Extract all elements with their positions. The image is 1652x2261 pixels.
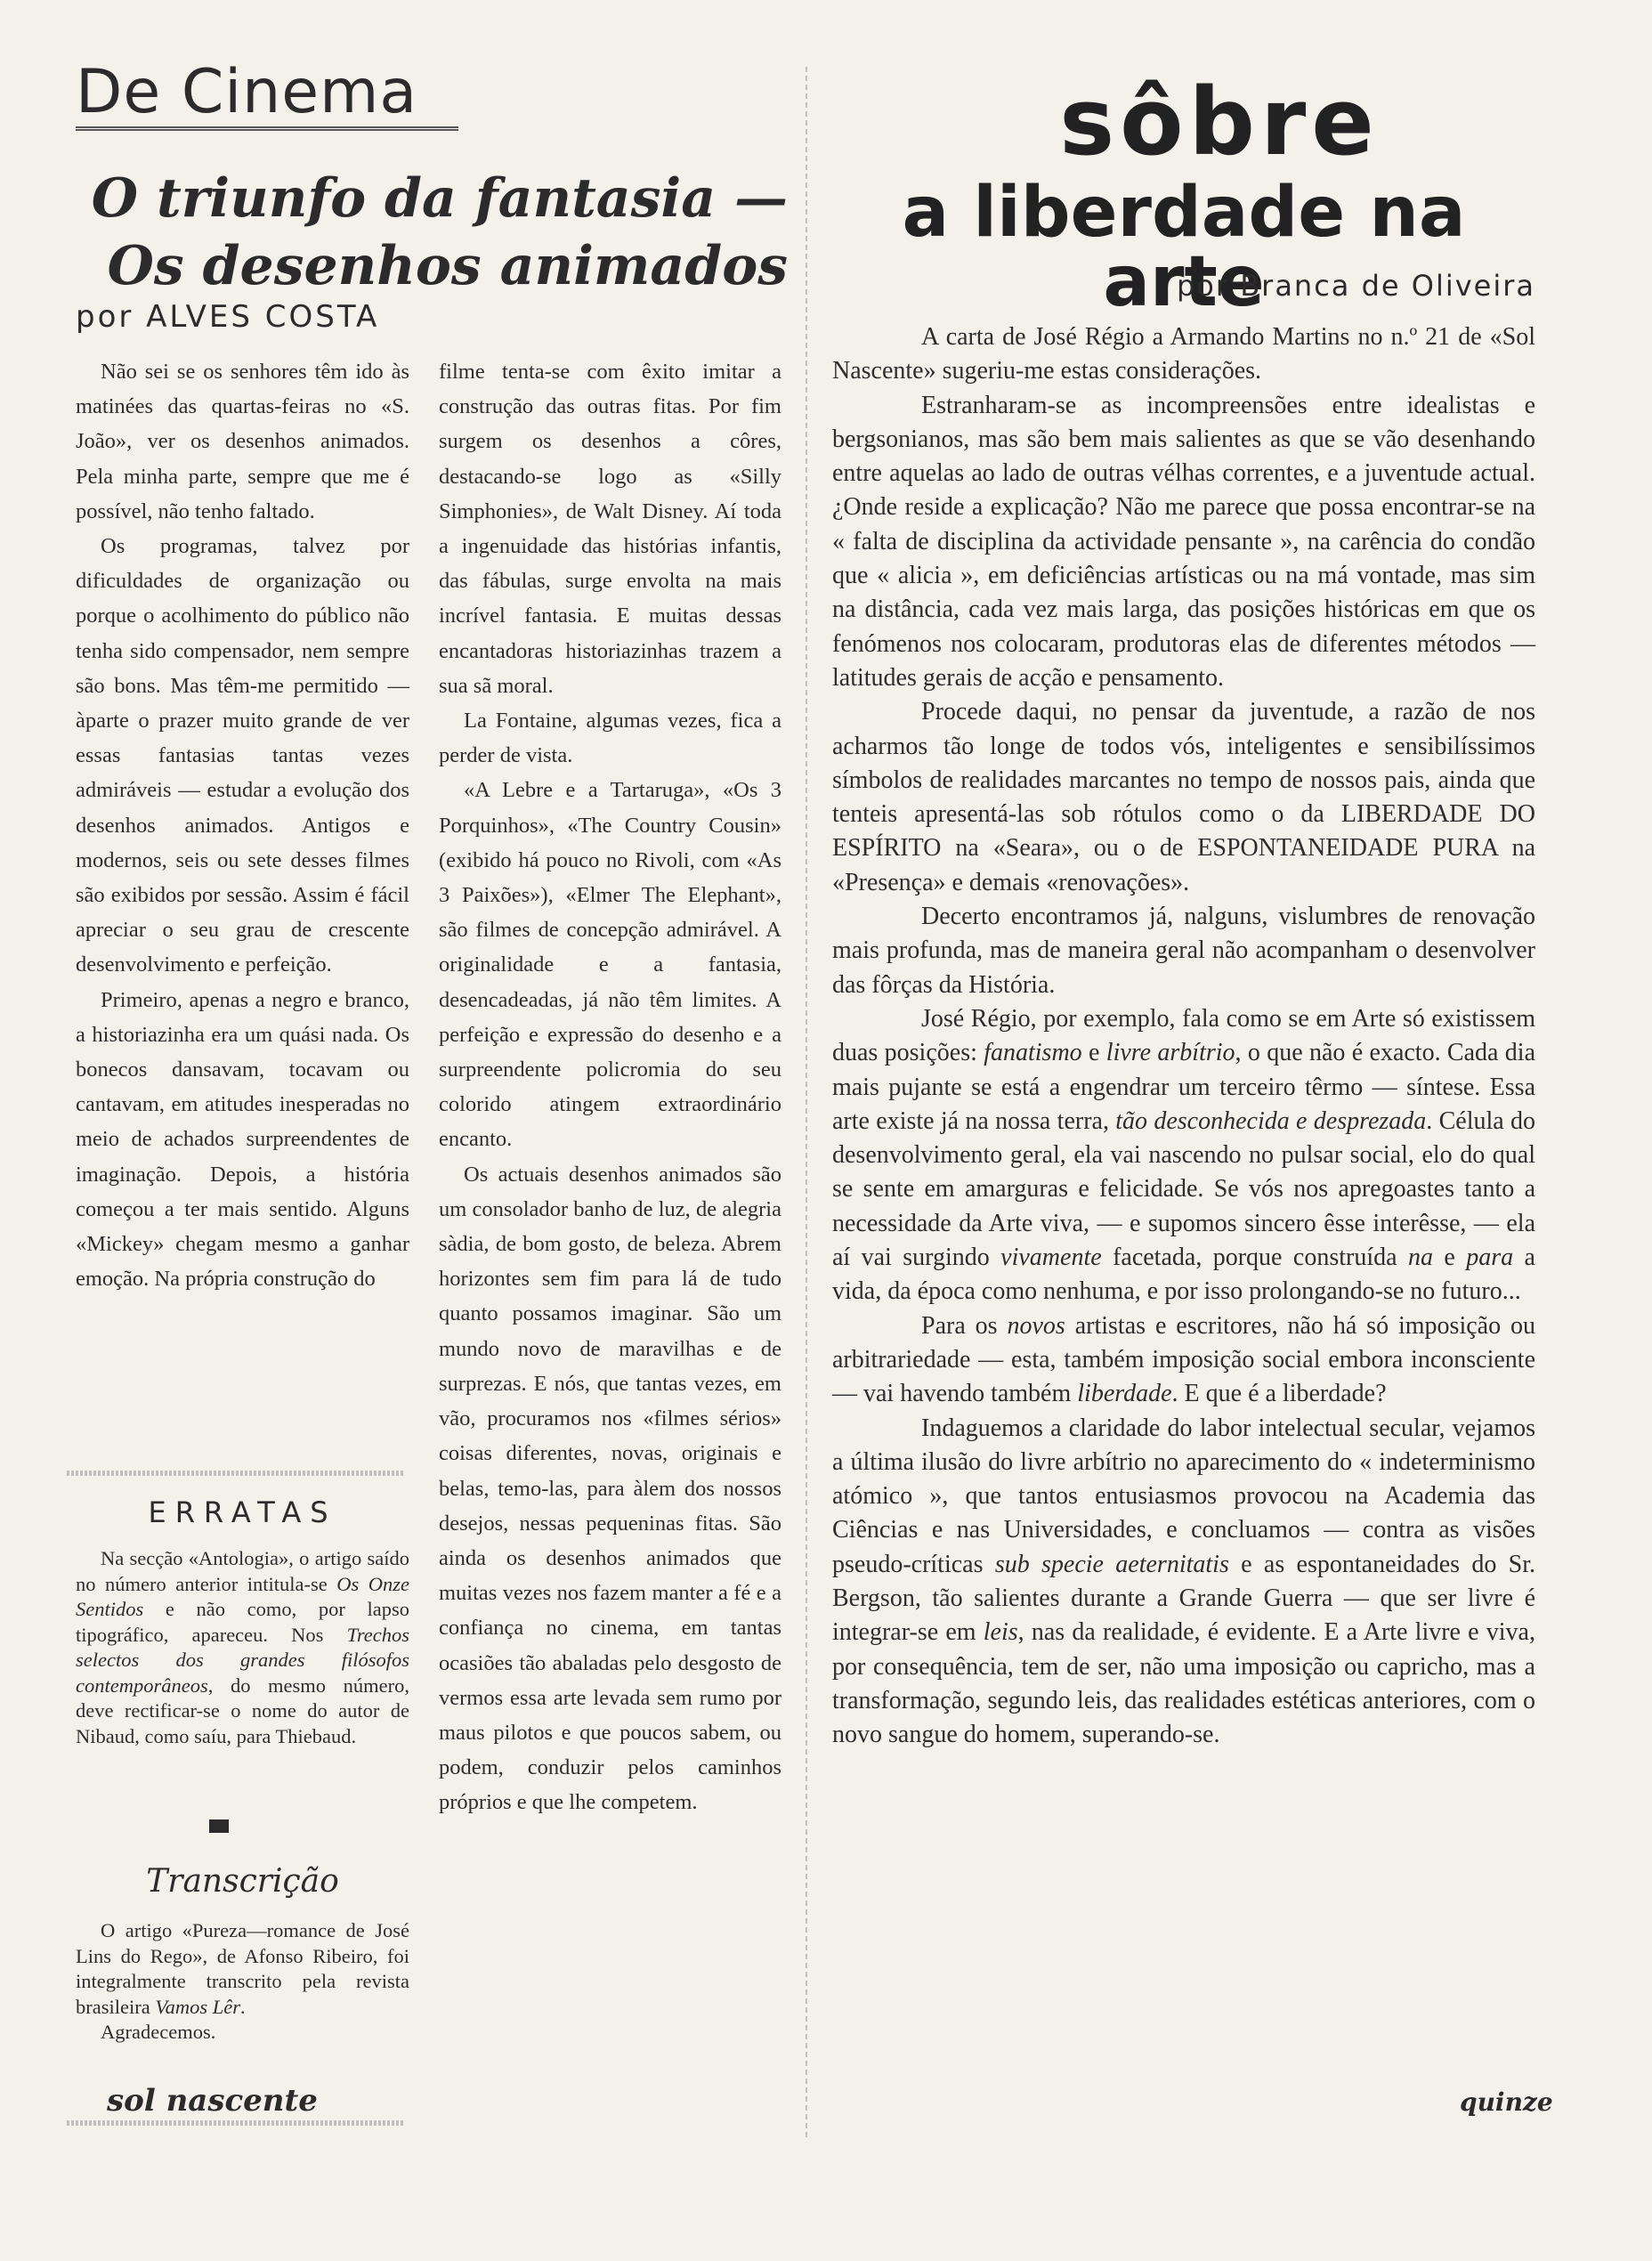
article-byline: por ALVES COSTA — [76, 299, 380, 335]
paragraph: Os actuais desenhos animados são um consolador banho de luz, de alegria sàdia, de bom gosto, de beleza. Abrem horizontes sem fim para lá de tudo quanto possamos imaginar. São um mundo novo de maravilhas e de surprezas. E nós, que tantas vezes, em vão, procuramos nos «filmes sérios» coisas diferentes, novas, originais e belas, temo-las, para àlem dos nossos desejos, nessas pequeninas fitas. São ainda os desenhos animados que muitas vezes nos fazem manter a fé e a confiança no cinema, em tantas ocasiões tão abaladas pelo desgosto de vermos essa arte levada sem rumo por maus pilotos e que poucos sabem, ou podem, conduzir pelos caminhos próprios e que lhe competem. — [439, 1162, 781, 1815]
transcricao-box — [76, 1918, 409, 2046]
transcricao-text: O artigo «Pureza—romance de José Lins do Rego», de Afonso Ribeiro, foi integralmente transcrito pela revista brasileira Vamos Lêr. — [76, 1919, 409, 2018]
right-article-body — [832, 320, 1535, 1752]
footer-rule — [67, 2120, 405, 2126]
errata-box — [76, 1546, 409, 1749]
paragraph: A carta de José Régio a Armando Martins no n.º 21 de «Sol Nascente» sugeriu-me estas considerações. — [832, 323, 1535, 385]
right-headline-line-2: a liberdade na arte — [902, 173, 1466, 322]
headline-line-2: Os desenhos animados — [107, 235, 788, 297]
errata-text: Na secção «Antologia», o artigo saído no número anterior intitula-se Os Onze Sentidos e não como, por lapso tipográfico, apareceu. Nos Trechos selectos dos grandes filósofos contemporâneos, do mesmo número, deve rectificar-se o nome do autor de Nibaud, como saíu, para Thiebaud. — [76, 1547, 409, 1747]
separator-block — [209, 1819, 229, 1833]
paragraph: Primeiro, apenas a negro e branco, a historiazinha era um quási nada. Os bonecos dansavam, tocavam ou cantavam, em atitudes inesperadas no meio de achados surpreendentes de imaginação. Depois, a história começou a ter mais sentido. Alguns «Mickey» chegam mesmo a ganhar emoção. Na própria construção do — [76, 987, 409, 1292]
page-number: quinze — [1460, 2087, 1553, 2117]
paragraph: La Fontaine, algumas vezes, fica a perder de vista. — [439, 709, 781, 768]
paragraph: Procede daqui, no pensar da juventude, a razão de nos acharmos tão longe de todos vós, inteligentes e sensibilíssimos símbolos de realidades marcantes no tempo de nossos pais, ainda que tenteis apresentá-las sob rótulos como o da LIBERDADE DO ESPÍRITO na «Seara», ou o de ESPONTANEIDADE PURA na «Presença» e demais «renovações». — [832, 698, 1535, 896]
paragraph: «A Lebre e a Tartaruga», «Os 3 Porquinhos», «The Country Cousin» (exibido há pouco no Rivoli, com «As 3 Paixões»), «Elmer The Elephant», são filmes de concepção admirável. A originalidade e a fantasia, desencadeadas, já não têm limites. A perfeição e expressão do desenho e a surpreendente policromia do seu colorido atingem extraordinário encanto. — [439, 778, 781, 1152]
publication-name: sol nascente — [107, 2083, 318, 2119]
right-headline-line-1: sôbre — [1059, 68, 1380, 176]
paragraph: Indaguemos a claridade do labor intelectual secular, vejamos a última ilusão do livre arbítrio no aparecimento do « indeterminismo atómico », que tantos entusiasmos provocou na Academia das Ciências e nas Universidades, e concluamos — contra as visões pseudo-críticas sub specie aeternitatis e as espontaneidades do Sr. Bergson, tão salientes durante a Grande Guerra — que ser livre é integrar-se em leis, nas da realidade, é evidente. E a Arte livre e viva, por consequência, tem de ser, não uma imposição ou capricho, mas a transformação, segundo leis, das realidades estéticas anteriores, com o novo sangue do homem, superando-se. — [832, 1414, 1535, 1749]
transcricao-thanks: Agradecemos. — [101, 2021, 216, 2043]
paragraph: Para os novos artistas e escritores, não há só imposição ou arbitrariedade — esta, também imposição social embora inconsciente — vai havendo também liberdade. E que é a liberdade? — [832, 1311, 1535, 1408]
headline-line-1: O triunfo da fantasia — — [91, 167, 788, 230]
errata-title: ERRATAS — [148, 1495, 337, 1529]
article-headline — [76, 165, 788, 300]
paragraph: Não sei se os senhores têm ido às matinées das quartas-feiras no «S. João», ver os desenhos animados. Pela minha parte, sempre que me é possível, não tenho faltado. — [76, 360, 409, 523]
paragraph: Os programas, talvez por dificuldades de organização ou porque o acolhimento do público não tenha sido compensador, nem sempre são bons. Mas têm-me permitido — àparte o prazer muito grande de ver essas fantasias tantas vezes admiráveis — estudar a evolução dos desenhos animados. Antigos e modernos, seis ou sete desses filmes são exibidos por sessão. Assim é fácil apreciar o seu grau de crescente desenvolvimento e perfeição. — [76, 534, 409, 977]
right-byline: por Branca de Oliveira — [1176, 269, 1535, 303]
separator-rule — [67, 1471, 405, 1476]
paragraph: Decerto encontramos já, nalguns, vislumbres de renovação mais profunda, mas de maneira geral não acompanham o desenvolver das fôrças da História. — [832, 903, 1535, 999]
paragraph: Estranharam-se as incompreensões entre idealistas e bergsonianos, mas são bem mais salientes as que se vão desenhando entre aquelas ao lado de outras vélhas correntes, e a juventude actual. ¿Onde reside a explicação? Não me parece que possa encontrar-se na « falta de disciplina da actividade pensante », na carência do condão que « alicia », em deficiências artísticas ou na má vontade, mas sim na distância, cada vez mais larga, das posições históricas em que os fenómenos nos colocaram, produtoras elas de diferentes métodos — latitudes gerais de acção e pensamento. — [832, 391, 1535, 692]
article-column-1 — [76, 354, 409, 1296]
column-divider — [806, 67, 807, 2141]
article-column-2 — [439, 354, 781, 1820]
section-title: De Cinema — [76, 62, 458, 131]
paragraph: filme tenta-se com êxito imitar a construção das outras fitas. Por fim surgem os desenhos a côres, destacando-se logo as «Silly Simphonies», de Walt Disney. Aí toda a ingenuidade das histórias infantis, das fábulas, surge envolta na mais incrível fantasia. E muitas dessas encantadoras historiazinhas trazem a sua sã moral. — [439, 360, 781, 698]
transcricao-title: Transcrição — [146, 1863, 339, 1900]
paragraph: José Régio, por exemplo, fala como se em Arte só existissem duas posições: fanatismo e livre arbítrio, o que não é exacto. Cada dia mais pujante se está a engendrar um terceiro têrmo — síntese. Essa arte existe já na nossa terra, tão desconhecida e desprezada. Célula do desenvolvimento geral, ela vai nascendo no pulsar social, elo do qual se sente em amarguras e felicidade. Se vós nos apregoastes tanto a necessidade da Arte viva, — e supomos sincero êsse interêsse, — ela aí vai surgindo vivamente facetada, porque construída na e para a vida, da época como nenhuma, e por isso prolongando-se no futuro... — [832, 1004, 1536, 1306]
